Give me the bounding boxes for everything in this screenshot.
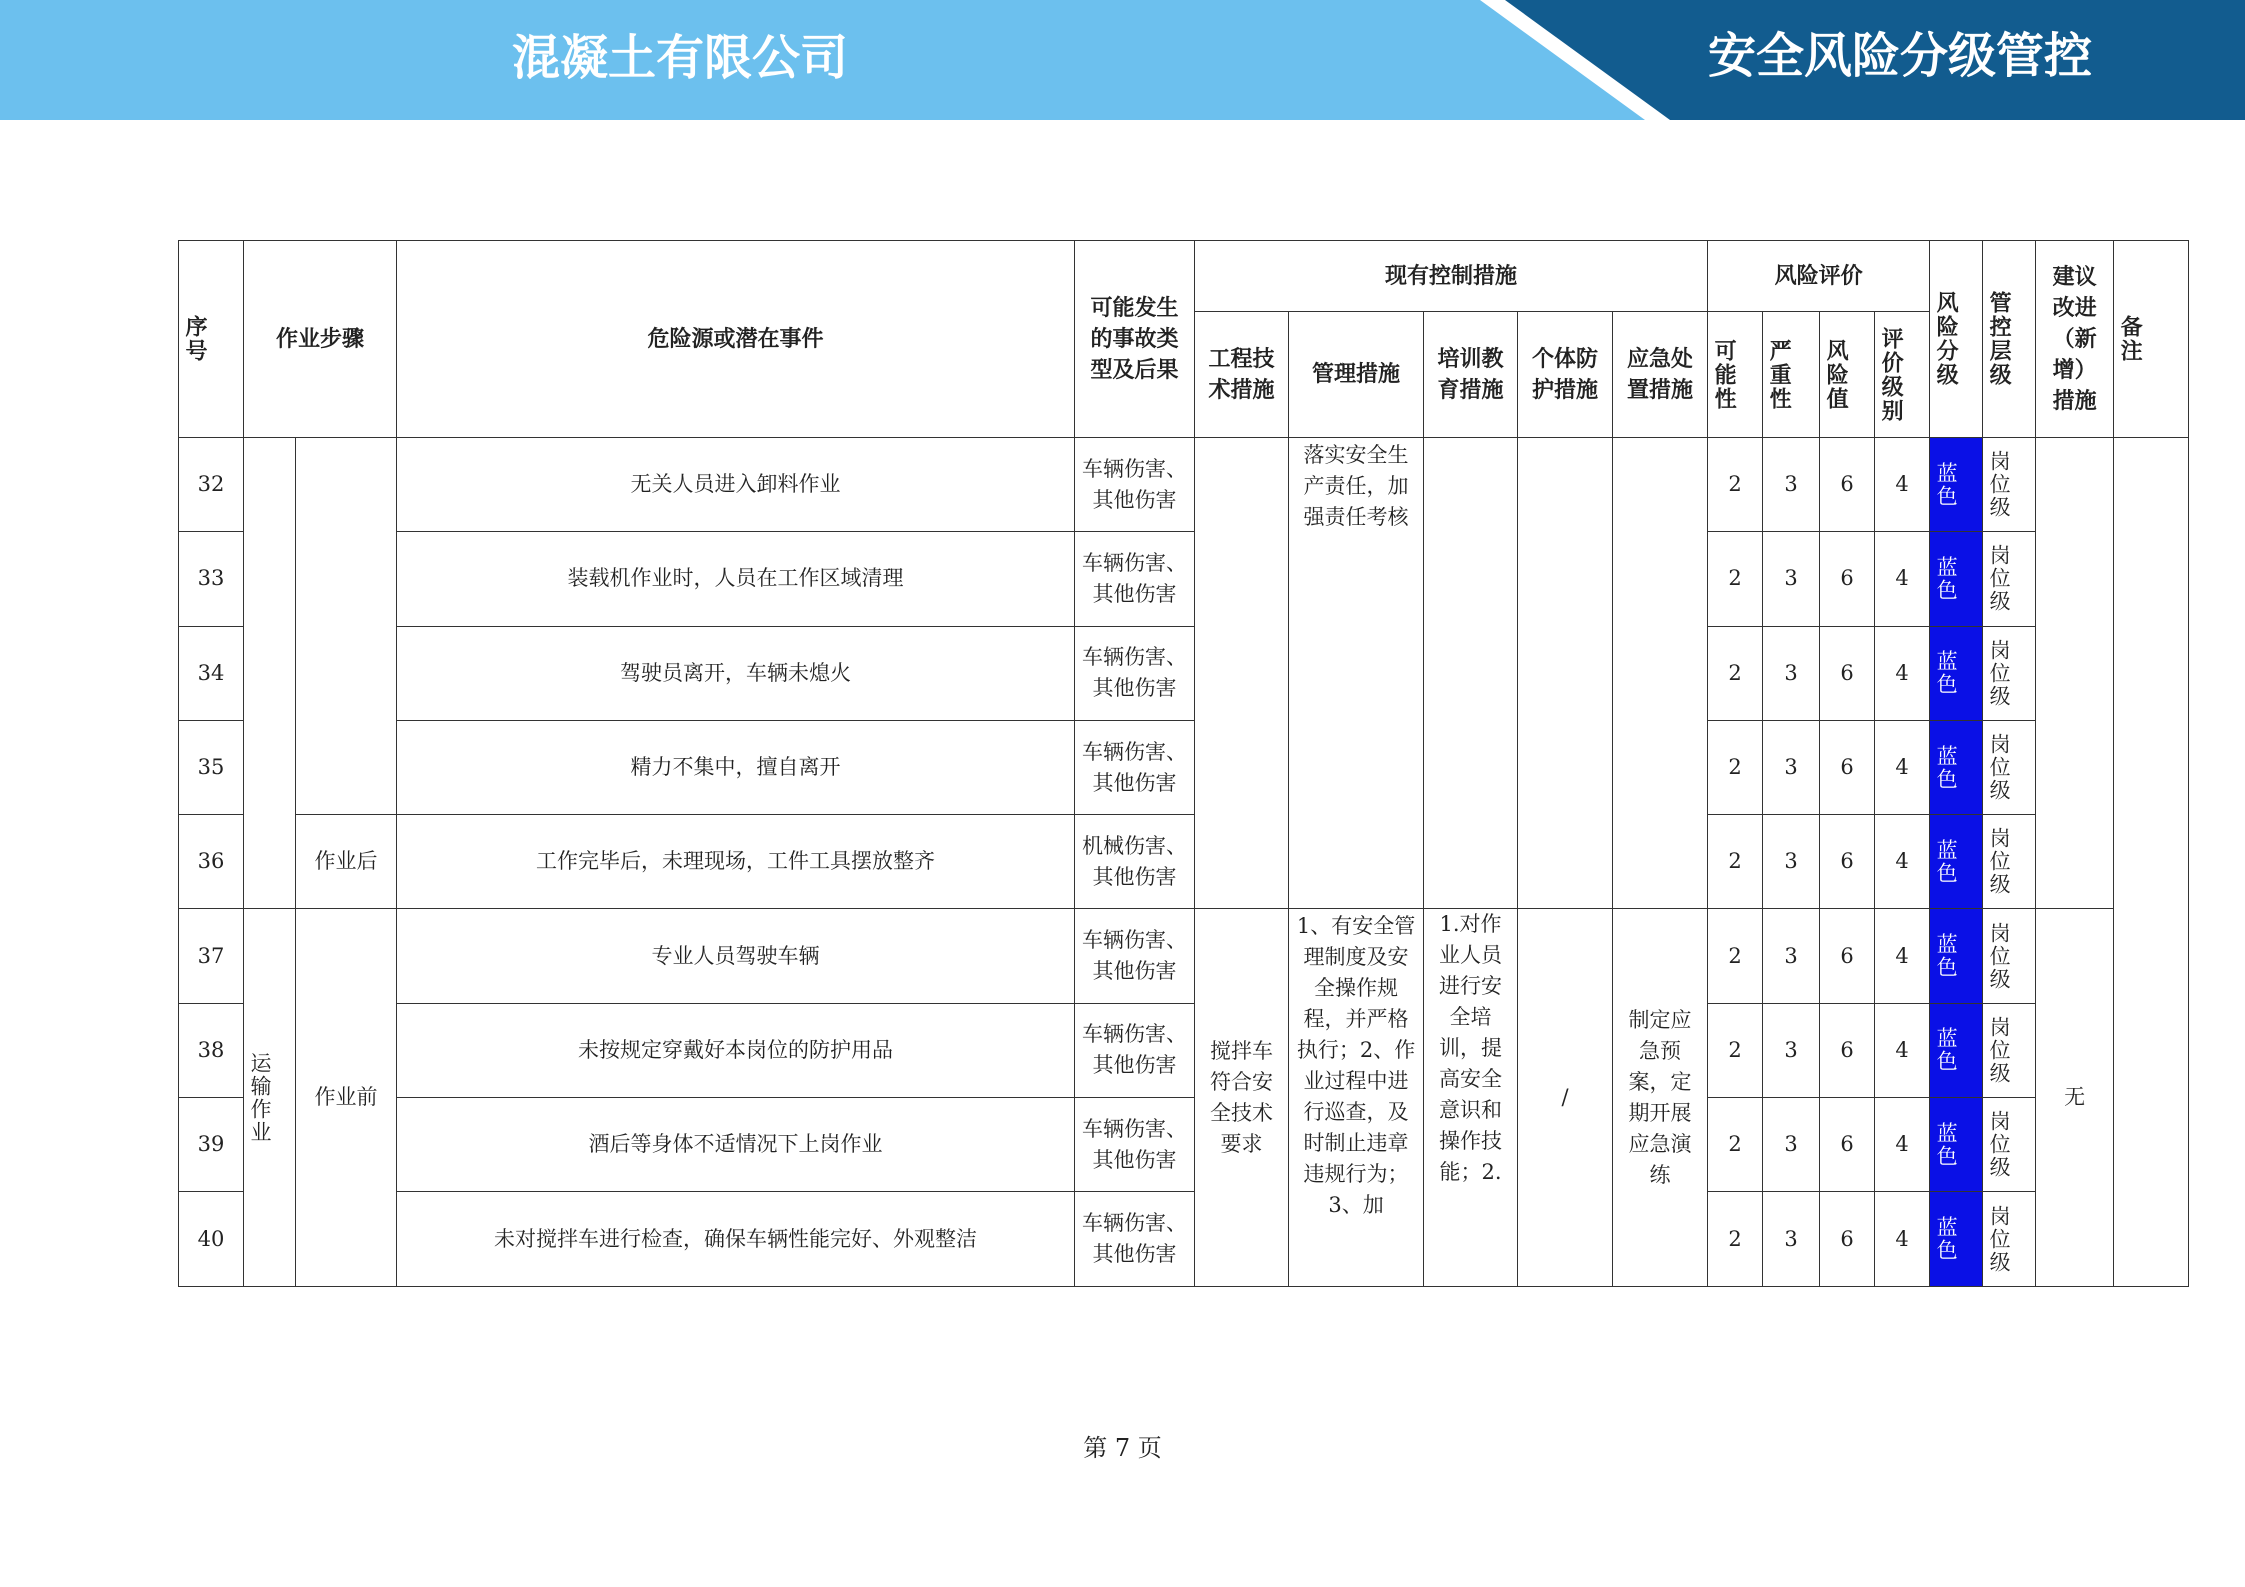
table-row	[179, 909, 2189, 1003]
cell-step-group-upper	[244, 438, 296, 909]
cell-risk-grade: 蓝色	[1930, 438, 1983, 532]
header-improvement: 建议改进（新增）措施	[2036, 241, 2114, 438]
cell-step-transport: 运输作业	[244, 909, 296, 1286]
cell-seq: 32	[179, 438, 244, 532]
cell-seq: 35	[179, 720, 244, 814]
cell-risk-value: 6	[1820, 815, 1875, 909]
table-row	[179, 532, 2189, 626]
cell-consequence: 车辆伤害、其他伤害	[1075, 438, 1195, 532]
cell-seq: 40	[179, 1192, 244, 1286]
cell-control-level: 岗位级	[1983, 1192, 2036, 1286]
cell-consequence: 车辆伤害、其他伤害	[1075, 532, 1195, 626]
cell-likelihood: 2	[1708, 532, 1763, 626]
cell-eval-level: 4	[1875, 909, 1930, 1003]
cell-emergency-upper	[1613, 438, 1708, 909]
cell-eval-level: 4	[1875, 626, 1930, 720]
cell-eval-level: 4	[1875, 1003, 1930, 1097]
cell-control-level: 岗位级	[1983, 720, 2036, 814]
cell-risk-value: 6	[1820, 909, 1875, 1003]
cell-hazard: 工作完毕后，未理现场，工件工具摆放整齐	[397, 815, 1075, 909]
cell-substep-after: 作业后	[296, 815, 397, 909]
page-number: 第 7 页	[1083, 1434, 1162, 1462]
cell-severity: 3	[1763, 1192, 1820, 1286]
cell-control-level: 岗位级	[1983, 1098, 2036, 1192]
table-row	[179, 1098, 2189, 1192]
cell-control-level: 岗位级	[1983, 532, 2036, 626]
cell-training-lower: 1.对作业人员进行安全培训，提高安全意识和操作技能；2.	[1424, 909, 1518, 1286]
cell-risk-grade: 蓝色	[1930, 1003, 1983, 1097]
cell-control-level: 岗位级	[1983, 626, 2036, 720]
cell-improvement-lower: 无	[2036, 909, 2114, 1286]
cell-seq: 33	[179, 532, 244, 626]
table-row	[179, 438, 2189, 532]
table-row	[179, 1192, 2189, 1286]
cell-risk-grade: 蓝色	[1930, 720, 1983, 814]
header-control-level: 管控层级	[1983, 241, 2036, 438]
cell-risk-grade: 蓝色	[1930, 532, 1983, 626]
table-row	[179, 1003, 2189, 1097]
cell-emergency-lower: 制定应急预案，定期开展应急演练	[1613, 909, 1708, 1286]
cell-eval-level: 4	[1875, 815, 1930, 909]
header-consequence: 可能发生的事故类型及后果	[1075, 241, 1195, 438]
cell-severity: 3	[1763, 626, 1820, 720]
cell-likelihood: 2	[1708, 720, 1763, 814]
table-row	[179, 720, 2189, 814]
cell-risk-value: 6	[1820, 1003, 1875, 1097]
cell-hazard: 未按规定穿戴好本岗位的防护用品	[397, 1003, 1075, 1097]
cell-likelihood: 2	[1708, 626, 1763, 720]
cell-severity: 3	[1763, 532, 1820, 626]
cell-engineering-lower: 搅拌车符合安全技术要求	[1195, 909, 1289, 1286]
cell-severity: 3	[1763, 1003, 1820, 1097]
cell-hazard: 无关人员进入卸料作业	[397, 438, 1075, 532]
header-existing-controls: 现有控制措施	[1195, 241, 1708, 312]
header-banner	[0, 0, 2245, 120]
cell-consequence: 车辆伤害、其他伤害	[1075, 626, 1195, 720]
cell-substep-before: 作业前	[296, 909, 397, 1286]
document-title: 安全风险分级管控	[1707, 28, 2092, 84]
cell-risk-value: 6	[1820, 626, 1875, 720]
cell-eval-level: 4	[1875, 438, 1930, 532]
header-ppe: 个体防护措施	[1518, 312, 1613, 438]
cell-engineering-upper	[1195, 438, 1289, 909]
cell-control-level: 岗位级	[1983, 1003, 2036, 1097]
cell-consequence: 车辆伤害、其他伤害	[1075, 1192, 1195, 1286]
header-management: 管理措施	[1289, 312, 1424, 438]
cell-risk-grade: 蓝色	[1930, 1098, 1983, 1192]
cell-likelihood: 2	[1708, 815, 1763, 909]
header-remark: 备注	[2114, 241, 2189, 438]
header-engineering: 工程技术措施	[1195, 312, 1289, 438]
cell-eval-level: 4	[1875, 1192, 1930, 1286]
cell-severity: 3	[1763, 438, 1820, 532]
cell-severity: 3	[1763, 909, 1820, 1003]
cell-hazard: 装载机作业时，人员在工作区域清理	[397, 532, 1075, 626]
cell-remark	[2114, 438, 2189, 1287]
cell-severity: 3	[1763, 815, 1820, 909]
cell-improvement-upper	[2036, 438, 2114, 909]
cell-likelihood: 2	[1708, 1098, 1763, 1192]
cell-hazard: 未对搅拌车进行检查，确保车辆性能完好、外观整洁	[397, 1192, 1075, 1286]
cell-likelihood: 2	[1708, 1003, 1763, 1097]
cell-control-level: 岗位级	[1983, 815, 2036, 909]
cell-substep-upper	[296, 438, 397, 815]
cell-hazard: 精力不集中，擅自离开	[397, 720, 1075, 814]
cell-risk-value: 6	[1820, 1098, 1875, 1192]
cell-hazard: 驾驶员离开，车辆未熄火	[397, 626, 1075, 720]
header-training: 培训教育措施	[1424, 312, 1518, 438]
header-risk-grade: 风险分级	[1930, 241, 1983, 438]
cell-likelihood: 2	[1708, 1192, 1763, 1286]
cell-risk-value: 6	[1820, 720, 1875, 814]
table-row	[179, 626, 2189, 720]
header-step: 作业步骤	[244, 241, 397, 438]
header-emergency: 应急处置措施	[1613, 312, 1708, 438]
cell-management-upper: 落实安全生产责任，加强责任考核	[1289, 438, 1424, 909]
risk-table	[178, 240, 2189, 1287]
cell-consequence: 车辆伤害、其他伤害	[1075, 1003, 1195, 1097]
cell-control-level: 岗位级	[1983, 438, 2036, 532]
cell-training-upper	[1424, 438, 1518, 909]
cell-likelihood: 2	[1708, 909, 1763, 1003]
cell-consequence: 机械伤害、其他伤害	[1075, 815, 1195, 909]
cell-eval-level: 4	[1875, 1098, 1930, 1192]
cell-management-lower: 1、有安全管理制度及安全操作规程，并严格执行；2、作业过程中进行巡查，及时制止违章违规行为；3、加	[1289, 909, 1424, 1286]
table-row	[179, 815, 2189, 909]
header-seq: 序号	[179, 241, 244, 438]
cell-hazard: 酒后等身体不适情况下上岗作业	[397, 1098, 1075, 1192]
header-likelihood: 可能性	[1708, 312, 1763, 438]
cell-consequence: 车辆伤害、其他伤害	[1075, 720, 1195, 814]
cell-seq: 37	[179, 909, 244, 1003]
cell-seq: 39	[179, 1098, 244, 1192]
header-risk-value: 风险值	[1820, 312, 1875, 438]
cell-risk-grade: 蓝色	[1930, 1192, 1983, 1286]
header-eval-level: 评价级别	[1875, 312, 1930, 438]
cell-ppe-lower: /	[1518, 909, 1613, 1286]
cell-risk-value: 6	[1820, 532, 1875, 626]
cell-seq: 34	[179, 626, 244, 720]
cell-seq: 38	[179, 1003, 244, 1097]
company-name: 混凝土有限公司	[511, 30, 848, 86]
cell-severity: 3	[1763, 720, 1820, 814]
cell-severity: 3	[1763, 1098, 1820, 1192]
cell-risk-grade: 蓝色	[1930, 909, 1983, 1003]
cell-consequence: 车辆伤害、其他伤害	[1075, 1098, 1195, 1192]
cell-ppe-upper	[1518, 438, 1613, 909]
cell-eval-level: 4	[1875, 532, 1930, 626]
header-risk-eval: 风险评价	[1708, 241, 1930, 312]
cell-risk-grade: 蓝色	[1930, 626, 1983, 720]
header-hazard: 危险源或潜在事件	[397, 241, 1075, 438]
cell-likelihood: 2	[1708, 438, 1763, 532]
cell-risk-value: 6	[1820, 1192, 1875, 1286]
cell-risk-grade: 蓝色	[1930, 815, 1983, 909]
header-severity: 严重性	[1763, 312, 1820, 438]
cell-hazard: 专业人员驾驶车辆	[397, 909, 1075, 1003]
cell-risk-value: 6	[1820, 438, 1875, 532]
cell-seq: 36	[179, 815, 244, 909]
cell-control-level: 岗位级	[1983, 909, 2036, 1003]
cell-consequence: 车辆伤害、其他伤害	[1075, 909, 1195, 1003]
cell-eval-level: 4	[1875, 720, 1930, 814]
